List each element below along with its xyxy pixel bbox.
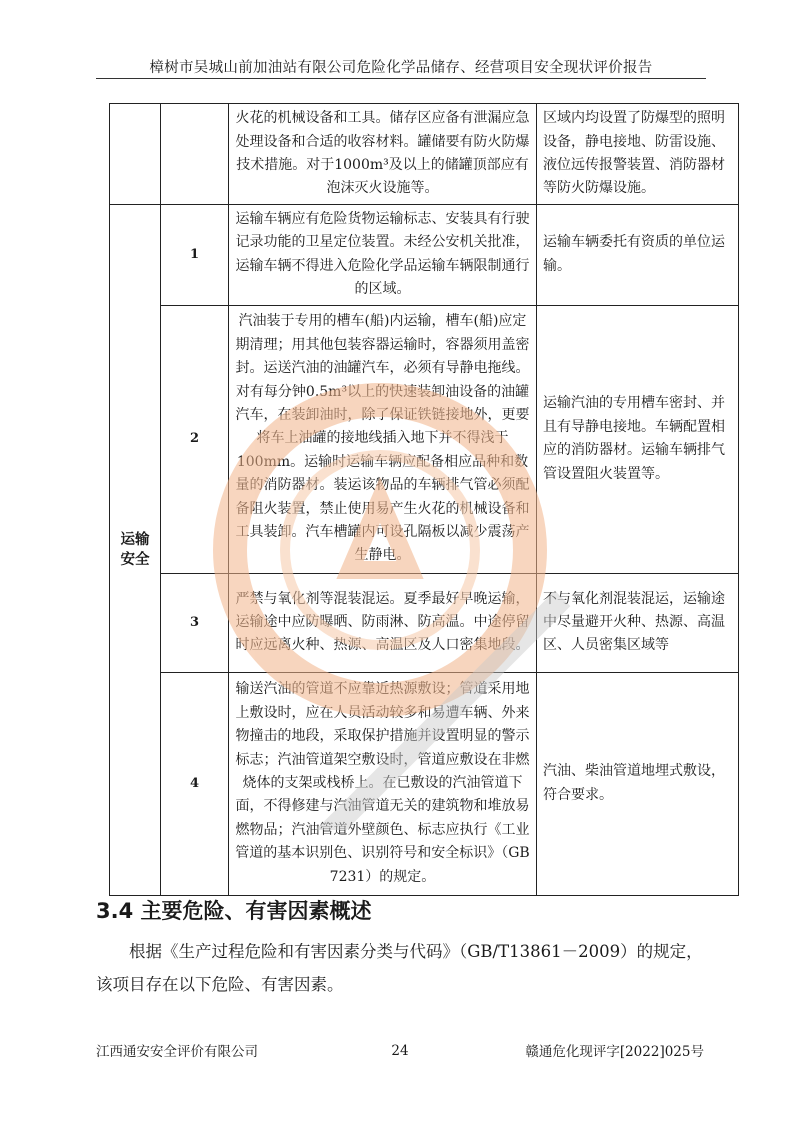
row-number: 4: [161, 672, 229, 895]
table-row: [110, 573, 739, 672]
result-cell: 汽油、柴油管道地埋式敷设，符合要求。: [537, 672, 739, 895]
requirement-cell: 严禁与氧化剂等混装混运。夏季最好早晚运输，运输途中应防曝晒、防雨淋、防高温。中途停留时应远离火种、热源、高温区及人口密集地段。: [229, 573, 537, 672]
safety-table: [109, 103, 739, 896]
result-cell: 不与氧化剂混装混运，运输途中尽量避开火种、热源、高温区、人员密集区域等: [537, 573, 739, 672]
row-number: 1: [161, 205, 229, 306]
requirement-cell: 输送汽油的管道不应靠近热源敷设；管道采用地上敷设时，应在人员活动较多和易遭车辆、外来物撞击的地段，采取保护措施并设置明显的警示标志；汽油管道架空敷设时，管道应敷设在非燃烧体的支架或栈桥上。在已敷设的汽油管道下面，不得修建与汽油管道无关的建筑物和堆放易燃物品；汽油管道外壁颜色、标志应执行《工业管道的基本识别色、识别符号和安全标识》（GB 7231）的规定。: [229, 672, 537, 895]
result-cell: 运输车辆委托有资质的单位运输。: [537, 205, 739, 306]
category-label: 运输 安全: [120, 531, 150, 568]
category-cell: [110, 205, 161, 896]
requirement-cell: 运输车辆应有危险货物运输标志、安装具有行驶记录功能的卫星定位装置。未经公安机关批准，运输车辆不得进入危险化学品运输车辆限制通行的区域。: [229, 205, 537, 306]
body-paragraph: 根据《生产过程危险和有害因素分类与代码》（GB/T13861－2009）的规定，该项目存在以下危险、有害因素。: [96, 942, 703, 994]
footer-doc-number: 赣通危化现评字[2022]025号: [525, 1044, 704, 1060]
category-cell-empty: [110, 104, 161, 205]
section-heading: 3.4 主要危险、有害因素概述: [96, 899, 372, 923]
table-row: [110, 672, 739, 895]
row-number: 2: [161, 305, 229, 573]
row-number: 3: [161, 573, 229, 672]
num-cell-empty: [161, 104, 229, 205]
page-number: 24: [391, 1043, 409, 1059]
header-divider: [96, 78, 706, 79]
table-row: [110, 205, 739, 306]
table-row-continued: [110, 104, 739, 205]
table-row: [110, 305, 739, 573]
page-header: 樟树市吴城山前加油站有限公司危险化学品储存、经营项目安全现状评价报告: [149, 60, 653, 76]
requirement-cell: 汽油装于专用的槽车(船)内运输，槽车(船)应定期清理；用其他包装容器运输时，容器须用盖密封。运送汽油的油罐汽车，必须有导静电拖线。对有每分钟0.5m³以上的快速装卸油设备的油罐汽车，在装卸油时，除了保证铁链接地外，更要将车上油罐的接地线插入地下并不得浅于100mm。运输时运输车辆应配备相应品种和数量的消防器材。装运该物品的车辆排气管必须配备阻火装置，禁止使用易产生火花的机械设备和工具装卸。汽车槽罐内可设孔隔板以减少震荡产生静电。: [229, 305, 537, 573]
requirement-cell: 火花的机械设备和工具。储存区应备有泄漏应急处理设备和合适的收容材料。罐储要有防火防爆技术措施。对于1000m³及以上的储罐顶部应有泡沫灭火设施等。: [229, 104, 537, 205]
footer-company: 江西通安安全评价有限公司: [96, 1044, 258, 1060]
result-cell: 运输汽油的专用槽车密封、并且有导静电接地。车辆配置相应的消防器材。运输车辆排气管设置阻火装置等。: [537, 305, 739, 573]
result-cell: 区域内均设置了防爆型的照明设备，静电接地、防雷设施、液位远传报警装置、消防器材等防火防爆设施。: [537, 104, 739, 205]
